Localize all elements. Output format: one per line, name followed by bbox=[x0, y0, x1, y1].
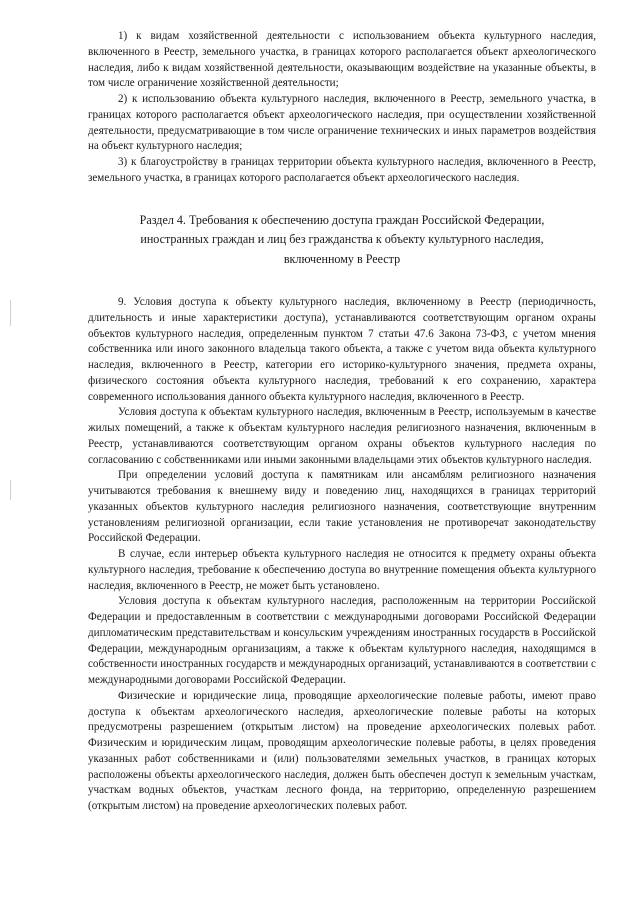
paragraph-residential-religious-access: Условия доступа к объектам культурного наследия, включенным в Реестр, используемым в качестве жилых помещений, а также к объектам культурного наследия религиозного назначения, включенным в Реестр, устанавливаются соответствующим органом охраны объектов культурного наследия по согласованию с собственниками или иными законными владельцами этих объектов культурного наследия. bbox=[88, 406, 596, 466]
document-body bbox=[88, 29, 596, 815]
paragraph-archaeological-works: Физические и юридические лица, проводящие археологические полевые работы, имеют право доступа к объектам археологического наследия, археологические полевые работы на которых предусмотрены разрешением (открытым листом) на проведение археологических полевых работ. Физическим и юридическим лицам, проводящим археологические полевые работы, в целях проведения указанных работ собственниками и (или) пользователями земельных участков, в границах которых расположены объекты археологического наследия, должен быть обеспечен доступ к земельным участкам, участкам водных объектов, участкам лесного фонда, на территорию, определенную разрешением (открытым листом) на проведение археологических полевых работ. bbox=[88, 689, 596, 812]
scan-edge-mark bbox=[10, 480, 11, 500]
paragraph-item-9: 9. Условия доступа к объекту культурного наследия, включенному в Реестр (периодичность, длительность и иные характеристики доступа), устанавливаются соответствующим органом охраны объектов культурного наследия, определенным пунктом 7 статьи 47.6 Закона 73-ФЗ, с учетом мнения собственника или иного законного владельца такого объекта, а также с учетом вида объекта культурного наследия, включенного в Реестр, категории его историко-культурного значения, предмета охраны, физического состояния объекта культурного наследия, требований к его сохранению, характера современного использования данного объекта культурного наследия, включенного в Реестр. bbox=[88, 296, 596, 403]
section-heading-line-1: Раздел 4. Требования к обеспечению доступа граждан Российской Федерации, bbox=[139, 212, 545, 227]
paragraph-religious-monuments: При определении условий доступа к памятникам или ансамблям религиозного назначения учитываются требования к внешнему виду и поведению лиц, находящихся в границах территорий указанных объектов культурного наследия религиозного назначения, соответствующие внутренним установлениям религиозной организации, если такие установления не противоречат законодательству Российской Федерации. bbox=[88, 469, 596, 545]
list-item-1: 1) к видам хозяйственной деятельности с использованием объекта культурного наследия, включенного в Реестр, земельного участка, в границах которого располагается объект археологического наследия, либо к видам хозяйственной деятельности, оказывающим воздействие на указанные объекты, в том числе ограничение хозяйственной деятельности; bbox=[88, 30, 596, 90]
paragraph-international: Условия доступа к объектам культурного наследия, расположенным на территории Российской Федерации и предоставленным в соответствии с международными договорами Российской Федерации дипломатическим представительствам и консульским учреждениям иностранных государств в Российской Федерации, международным организациям, а также к объектам культурного наследия, находящимся в собственности иностранных государств и международных организаций, устанавливаются в соответствии с международными договорами Российской Федерации. bbox=[88, 595, 596, 686]
section-heading-line-2: иностранных граждан и лиц без гражданства к объекту культурного наследия, bbox=[140, 232, 544, 246]
scan-edge-mark bbox=[10, 300, 11, 326]
section-heading-line-3: включенному в Реестр bbox=[283, 251, 401, 266]
list-item-2: 2) к использованию объекта культурного наследия, включенного в Реестр, земельного участка, в границах которого располагается объект археологического наследия, при осуществлении хозяйственной деятельности, предусматривающие в том числе ограничение технических и иных параметров воздействия на объект культурного наследия; bbox=[88, 93, 596, 153]
list-item-3: 3) к благоустройству в границах территории объекта культурного наследия, включенного в Реестр, земельного участка, в границах которого располагается объект археологического наследия. bbox=[88, 156, 596, 184]
section-heading bbox=[88, 211, 596, 270]
paragraph-interior: В случае, если интерьер объекта культурного наследия не относится к предмету охраны объекта культурного наследия, требование к обеспечению доступа во внутренние помещения объекта культурного наследия, включенного в Реестр, не может быть установлено. bbox=[88, 548, 596, 592]
